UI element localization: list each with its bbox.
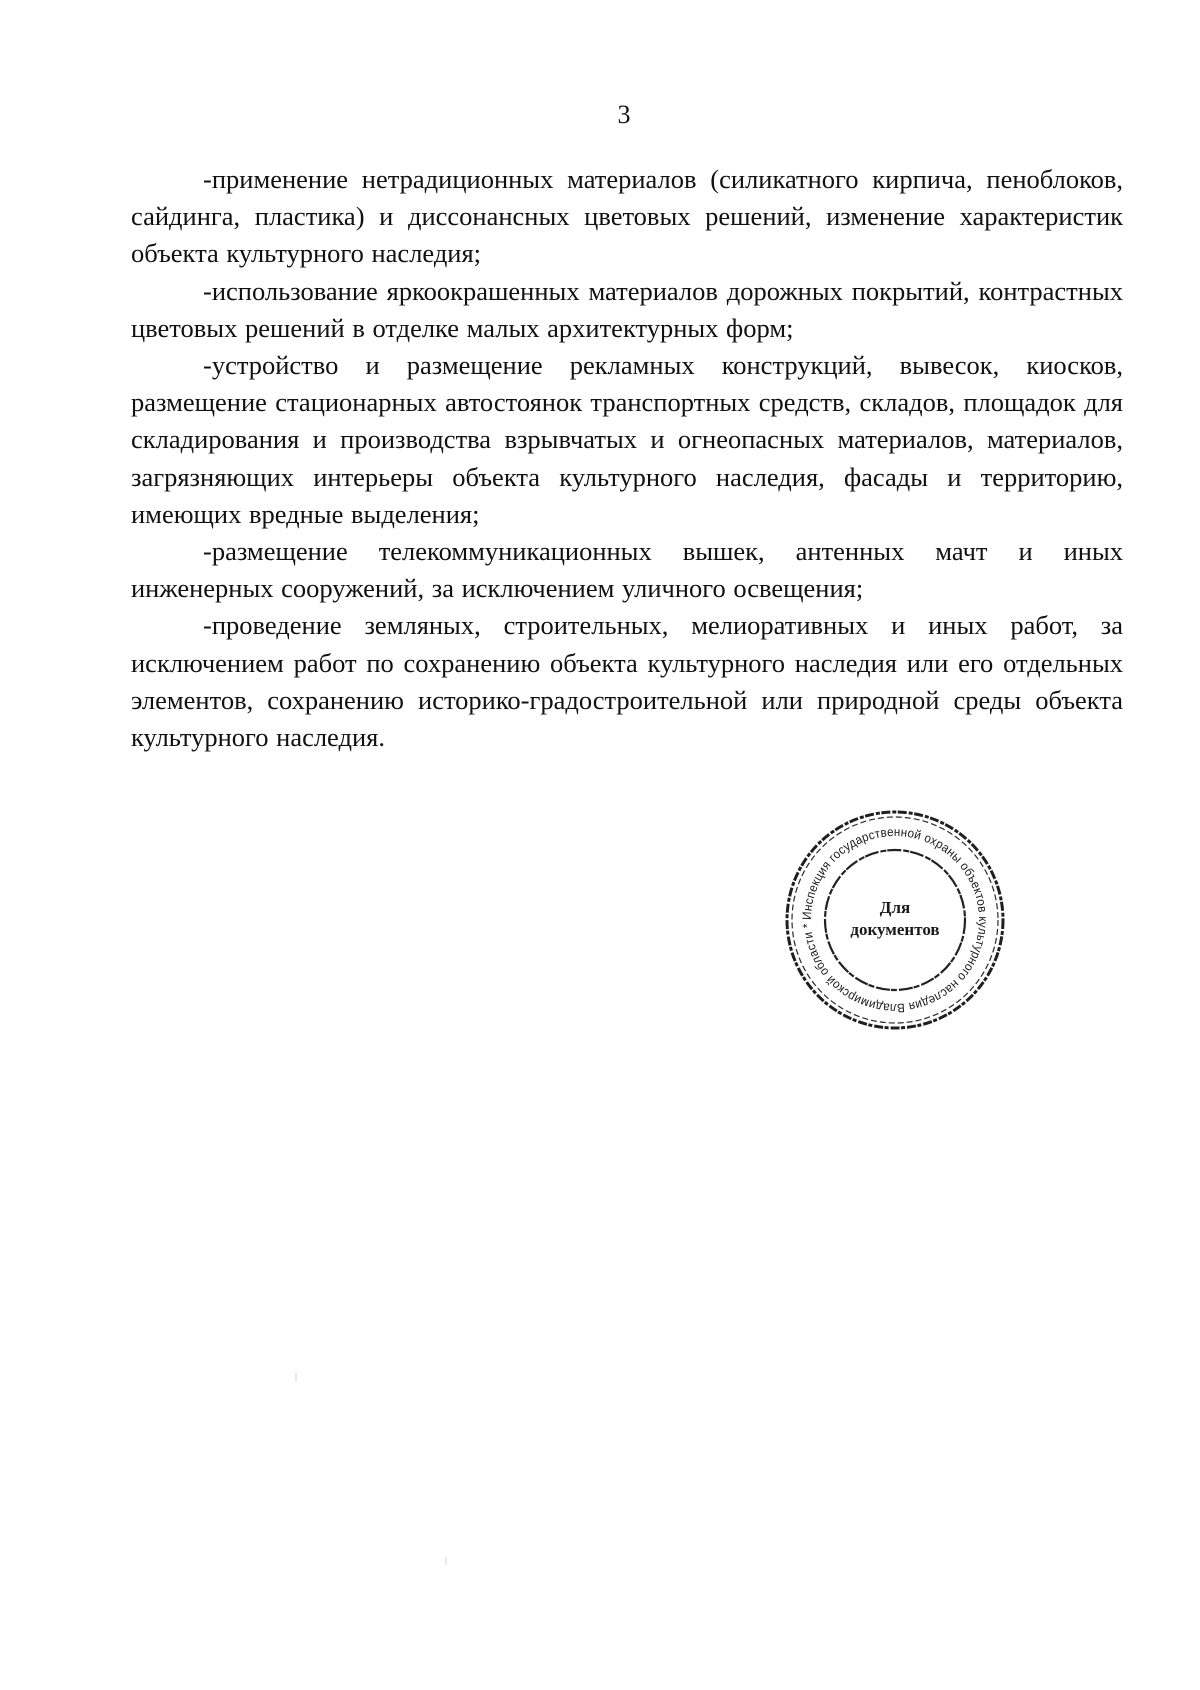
paragraph-telecom-towers: -размещение телекоммуникационных вышек, антенных мачт и иных инженерных сооружений, за исключением уличного освещения; (131, 536, 1123, 604)
paragraph-nontraditional-materials: -применение нетрадиционных материалов (силикатного кирпича, пеноблоков, сайдинга, пластика) и диссонансных цветовых решений, изменение характеристик объекта культурного наследия; (131, 164, 1123, 269)
paragraph-advertising-structures: -устройство и размещение рекламных конструкций, вывесок, киосков, размещение стационарных автостоянок транспортных средств, складов, площадок для складирования и производства взрывчатых и огнеопасных материалов, материалов, загрязняющих интерьеры объекта культурного наследия, фасады и территорию, имеющих вредные выделения; (131, 350, 1123, 529)
stamp-ring-text: Инспекция государственной охраны объектов культурного наследия Владимирской области * (799, 824, 991, 1016)
paragraph-earthworks: -проведение земляных, строительных, мелиоративных и иных работ, за исключением работ по сохранению объекта культурного наследия или его отдельных элементов, сохранению историко-градостроительной или природной среды объекта культурного наследия. (131, 610, 1123, 753)
stamp-center-line-1: Для (879, 898, 911, 917)
official-stamp (780, 805, 1010, 1035)
document-body (131, 161, 1123, 756)
paragraph-bright-road-materials: -использование яркоокрашенных материалов дорожных покрытий, контрастных цветовых решений в отделке малых архитектурных форм; (131, 275, 1123, 343)
page-number: 3 (617, 100, 631, 129)
stamp-center-text (780, 897, 1010, 941)
stamp-center-line-2: документов (850, 920, 940, 939)
